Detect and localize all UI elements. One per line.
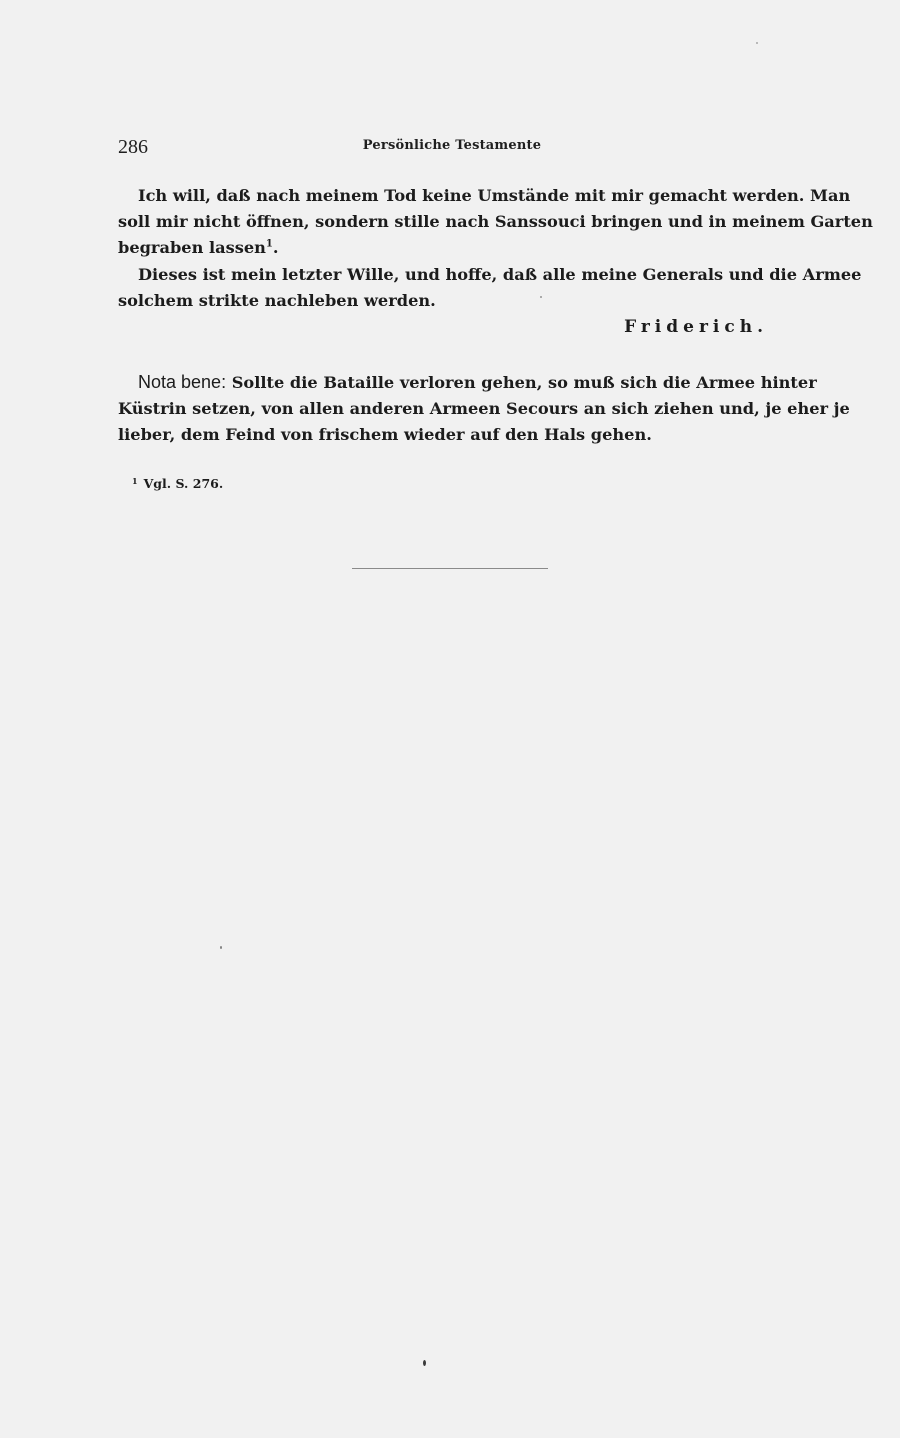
text-line: solchem strikte nachleben werden. xyxy=(118,291,436,310)
signature: Friderich. xyxy=(624,317,768,337)
nota-bene-label: Nota bene: xyxy=(138,372,227,392)
footnote-mark: 1 xyxy=(132,476,138,486)
text-line: lieber, dem Feind von frischem wieder auf den Hals gehen. xyxy=(118,425,652,444)
footnote-reference: 1 xyxy=(265,238,273,250)
footnote xyxy=(132,476,223,491)
testament-paragraph-1 xyxy=(118,183,873,261)
section-divider xyxy=(352,568,548,569)
paper-speck xyxy=(423,1360,426,1366)
text-line: Küstrin setzen, von allen anderen Armeen Secours an sich ziehen und, je eher je xyxy=(118,399,850,418)
running-title: Persönliche Testamente xyxy=(362,138,542,153)
page-number: 286 xyxy=(118,136,148,158)
text-line: Nota bene: Sollte die Bataille verloren gehen, so muß sich die Armee hinter xyxy=(138,372,817,392)
paper-speck xyxy=(540,296,542,298)
testament-paragraph-2 xyxy=(118,262,862,314)
footnote-text: Vgl. S. 276. xyxy=(143,476,224,491)
nota-bene-paragraph xyxy=(118,369,850,448)
page-header xyxy=(118,136,786,162)
text-line: begraben lassen$^1$. xyxy=(118,238,279,257)
text-line: Ich will, daß nach meinem Tod keine Umstände mit mir gemacht werden. Man xyxy=(138,186,851,205)
text-line: soll mir nicht öffnen, sondern stille nach Sanssouci bringen und in meinem Garten xyxy=(118,212,873,231)
paper-speck xyxy=(220,946,222,949)
text-line: Dieses ist mein letzter Wille, und hoffe, daß alle meine Generals und die Armee xyxy=(138,265,862,284)
paper-speck xyxy=(756,42,758,44)
